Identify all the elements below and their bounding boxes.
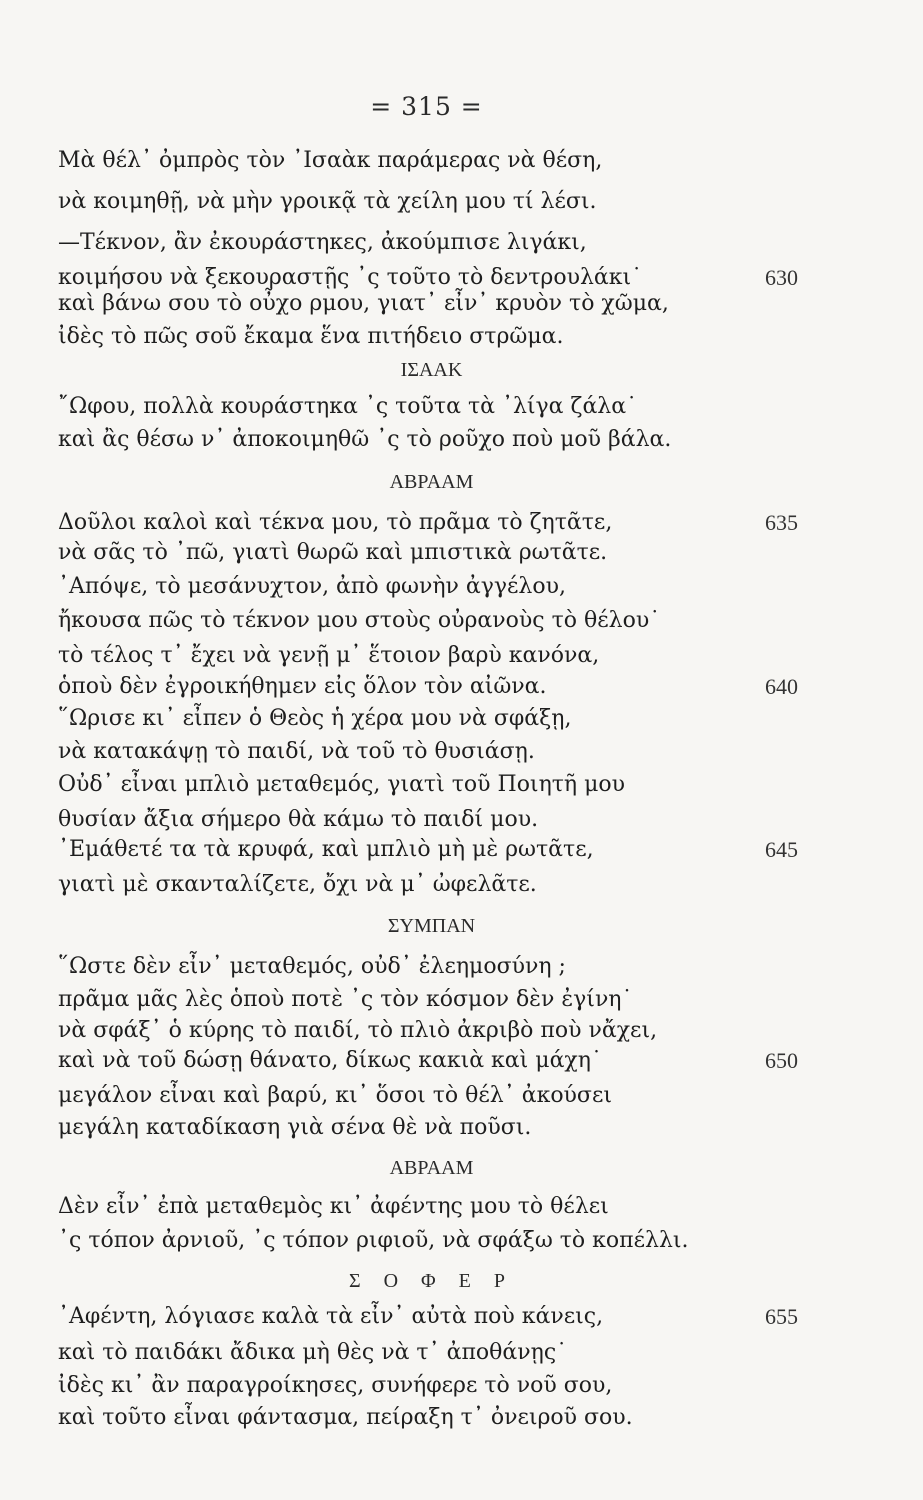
verse-line: κοιμήσου νὰ ξεκουραστῇς ᾽ς τοῦτο τὸ δεντρουλάκι˙ <box>58 265 643 290</box>
line-number: 630 <box>765 265 798 290</box>
verse-line: Μὰ θέλ᾽ ὀμπρὸς τὸν ᾽Ισαὰκ παράμερας νὰ θέση, <box>58 148 603 173</box>
verse-line: νὰ σφάξ᾽ ὁ κύρης τὸ παιδί, τὸ πλιὸ ἀκριβὸ ποὺ νἄχει, <box>58 1018 658 1043</box>
verse-line: τὸ τέλος τ᾽ ἔχει νὰ γενῇ μ᾽ ἕτοιον βαρὺ κανόνα, <box>58 643 600 668</box>
verse-line: Οὐδ᾽ εἶναι μπλιὸ μεταθεμός, γιατὶ τοῦ Ποιητῆ μου <box>58 772 626 797</box>
verse-line: —Τέκνον, ἂν ἐκουράστηκες, ἀκούμπισε λιγάκι, <box>58 230 587 255</box>
verse-line: μεγάλη καταδίκαση γιὰ σένα θὲ νὰ ποῦσι. <box>58 1115 532 1140</box>
verse-line: ῞Ωστε δὲν εἶν᾽ μεταθεμός, οὐδ᾽ ἐλεημοσύνη ; <box>58 954 566 979</box>
verse-line: ἰδὲς κι᾽ ἂν παραγροίκησες, συνήφερε τὸ νοῦ σου, <box>58 1373 613 1398</box>
verse-line: ῞Ωρισε κι᾽ εἶπεν ὁ Θεὸς ἡ χέρα μου νὰ σφάξῃ, <box>58 706 572 731</box>
verse-line: νὰ σᾶς τὸ ᾽πῶ, γιατὶ θωρῶ καὶ μπιστικὰ ρωτᾶτε. <box>58 540 608 565</box>
line-number: 645 <box>765 837 798 862</box>
line-number: 640 <box>765 674 798 699</box>
verse-line: ᾽Αφέντη, λόγιασε καλὰ τὰ εἶν᾽ αὐτὰ ποὺ κάνεις, <box>58 1304 604 1329</box>
verse-line: ᾽Απόψε, τὸ μεσάνυχτον, ἀπὸ φωνὴν ἀγγέλου, <box>58 574 566 599</box>
speaker-heading: Σ Ο Φ Ε Ρ <box>348 1270 515 1292</box>
verse-line: ᾽ς τόπον ἀρνιοῦ, ᾽ς τόπον ριφιοῦ, νὰ σφάξω τὸ κοπέλλι. <box>58 1228 689 1253</box>
verse-line: ἤκουσα πῶς τὸ τέκνον μου στοὺς οὐρανοὺς τὸ θέλου˙ <box>58 608 661 633</box>
verse-line: καὶ νὰ τοῦ δώσῃ θάνατο, δίκως κακιὰ καὶ μάχη˙ <box>58 1048 602 1073</box>
line-number: 635 <box>765 510 798 535</box>
verse-line: ῎Ωφου, πολλὰ κουράστηκα ᾽ς τοῦτα τὰ ᾽λίγα ζάλα˙ <box>58 394 638 419</box>
verse-line: γιατὶ μὲ σκανταλίζετε, ὄχι νὰ μ᾽ ὠφελᾶτε. <box>58 872 537 897</box>
speaker-heading: ΙΣΑΑΚ <box>400 359 463 381</box>
verse-line: ἰδὲς τὸ πῶς σοῦ ἔκαμα ἕνα πιτήδειο στρῶμα. <box>58 324 564 349</box>
speaker-heading: ΣΥΜΠΑΝ <box>387 915 476 937</box>
verse-line: μεγάλον εἶναι καὶ βαρύ, κι᾽ ὅσοι τὸ θέλ᾽ ἀκούσει <box>58 1083 612 1108</box>
verse-line: θυσίαν ἄξια σήμερο θὰ κάμω τὸ παιδί μου. <box>58 807 539 832</box>
verse-line: καὶ βάνω σου τὸ οὖχο ρμου, γιατ᾽ εἶν᾽ κρυὸν τὸ χῶμα, <box>58 291 669 316</box>
speaker-heading: ΑΒΡΑΑΜ <box>389 471 474 493</box>
verse-line: ὁποὺ δὲν ἐγροικήθημεν εἰς ὅλον τὸν αἰῶνα. <box>58 674 547 699</box>
verse-line: νὰ κατακάψῃ τὸ παιδί, νὰ τοῦ τὸ θυσιάσῃ. <box>58 739 535 764</box>
line-number: 650 <box>765 1048 798 1073</box>
verse-line: Δὲν εἶν᾽ ἐπὰ μεταθεμὸς κι᾽ ἀφέντης μου τὸ θέλει <box>58 1194 609 1219</box>
line-number: 655 <box>765 1304 798 1329</box>
verse-line: καὶ τὸ παιδάκι ἄδικα μὴ θὲς νὰ τ᾽ ἀποθάνῃς˙ <box>58 1340 568 1365</box>
verse-line: Δοῦλοι καλοὶ καὶ τέκνα μου, τὸ πρᾶμα τὸ ζητᾶτε, <box>58 510 613 535</box>
verse-line: πρᾶμα μᾶς λὲς ὁποὺ ποτὲ ᾽ς τὸν κόσμον δὲν ἐγίνη˙ <box>58 987 633 1012</box>
verse-line: καὶ ἂς θέσω ν᾽ ἀποκοιμηθῶ ᾽ς τὸ ροῦχο ποὺ μοῦ βάλα. <box>58 427 672 452</box>
verse-line: καὶ τοῦτο εἶναι φάντασμα, πείραξη τ᾽ ὀνειροῦ σου. <box>58 1405 633 1430</box>
speaker-heading: ΑΒΡΑΑΜ <box>389 1157 474 1179</box>
verse-line: νὰ κοιμηθῇ, νὰ μὴν γροικᾷ τὰ χείλη μου τί λέσι. <box>58 189 597 214</box>
page-number: = 315 = <box>370 92 483 121</box>
verse-line: ᾽Εμάθετέ τα τὰ κρυφά, καὶ μπλιὸ μὴ μὲ ρωτᾶτε, <box>58 837 594 862</box>
